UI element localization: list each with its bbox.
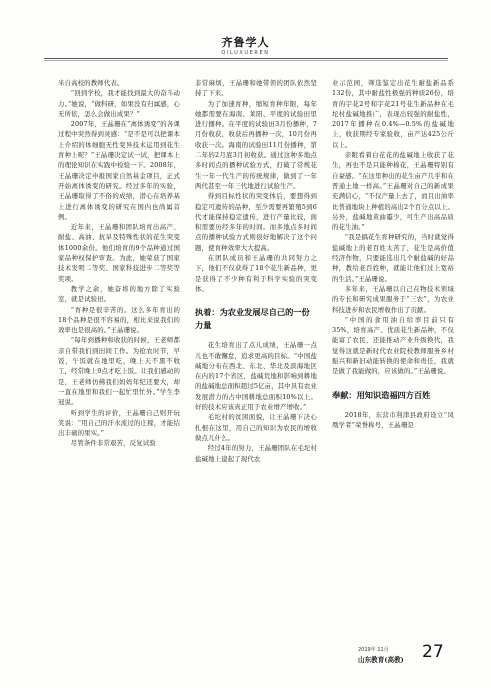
text-column-right [332, 78, 454, 430]
paragraph: 毛坨村的贫困面貌，让王晶珊下决心扎根在这里，用自己的知识为农民的增收做点儿什么。 [195, 413, 317, 442]
magazine-name: 山东教育(高教) [358, 656, 404, 664]
section-heading: 执着：为农业发展尽自己的一份力量 [195, 307, 310, 331]
paragraph: 教学之余，她奋将的地方除了实验室，就是试验田。 [58, 284, 180, 304]
section-heading: 奉献：用知识造福四方百姓 [332, 389, 431, 400]
header-divider-thin [44, 60, 448, 61]
text-column-middle [195, 78, 317, 464]
paragraph: 2018年，东营市利津县政府设立“凤凰学者”荣誉称号，王晶珊是 [332, 410, 454, 429]
column-subtitle: QILUXUEREN [221, 50, 270, 56]
paragraph: 亲眼看着白花花的盐碱地上收获了花生，再也不是只能种棉花，王晶珊特别有自豪感。“在这里种出的花生亩产几乎和在普通土地一样高。”王晶珊对自己的新成果充满信心，“不仅产量上去了，而且出油率比普通地块上种植的高出2个百分点以上。另外，盐碱地黄曲霉少，可生产出高品质的花生油。” [332, 151, 454, 232]
paragraph: “每年到播种和收获的时候，王老师都亲自带我们到田间工作。为抢农时节，早饭，午饭就在地里吃，晚上天不黑不收工，经常晚上9点才吃上饭。让我们感动的是，王老师仿佛我们妈妈年纪还要大，却一直在地里和我们一起忙里忙外。”学生李冠说。 [58, 336, 180, 407]
paragraph: 2007年，王晶珊在“离体诱变”的各课过程中突然得到灵感：“是不是可以把课本上介绍的体细胞无性变异技术运用到花生育种上呢？”王晶珊决定试一试，把课本上的理论知识在实践中检验一下。2008年，王晶珊决定申报国家自然基金项目，正式开始离体诱变的研究。经过多年的实验，王晶珊取得了不俗的成绩，潜心在培养基上进行离体诱变的研究在国内也尚属首例。 [58, 120, 180, 221]
paragraph: “育种是很辛苦的。这么多年育出的18个品种是很不容易的，相比来说我们的效率也是很高的。”王晶珊说。 [58, 305, 180, 335]
page-number: 27 [422, 642, 444, 662]
paragraph: 近年来，王晶珊和团队培育出高产、耐盐、高油、抗旱及特殊性状的花生突变体1000余份。他们培育的9个品种通过国家品种权保护审查。为此，她荣获了国家技术发明二等奖、国家科技进步二等奖等奖项。 [58, 223, 180, 283]
text-column-left [58, 78, 180, 449]
paragraph: 米自高校的教师代表。 [58, 79, 124, 87]
page-header [0, 0, 491, 72]
paragraph: 花生培育出了点儿成绩，王晶珊一点儿也不敢懈怠，追求更高的目标。“中国盐碱地分布在西北、东北、华北及滨海地区在内的17个省区，盐碱荒地和影响到耕地的盐碱地总面积超过5亿亩，其中具有农业发展潜力的占中国耕地总面积10%以上。好的技术应该真正用于农业增产增收。” [195, 341, 317, 412]
paragraph: 听到学生的评价，王晶珊自己则开玩笑说：“用自己的汗水流过的庄稼，才能结出丰硕的果实。” [58, 408, 180, 438]
paragraph: 得到目标性状的突变体后，要想得到稳定可遗传的品种，至少需要再繁殖5到6代才能保持稳定遗传，进行产量比较，面积需要历经多年的时间。而多地点多时间点的播种试验方式则很好地解决了这个问题，使育种效率大大提高。 [195, 192, 317, 252]
paragraph: “中国的食用油自给率目前只有35%，培育高产、优质花生新品种，不仅能富了农民，还能推动产业升级换代，我觉得这就是新时代农业院校教师服务乡村振兴和新旧动能转换的使命和责任，我就是做了我能做的，应该做的。”王晶珊说。 [332, 315, 454, 376]
paragraph: 为了加速育种，缩短育种年限，每年她都需要在海南、莱阳、平度的试验田里进行播种。在平度的试验田3月份播种，7月份收获，收获后再播种一次，10月份再收获一次。海南的试验田11月份播种，第二年的2月底3月初收获。通过这种多地点多时间点的播种试验方式，打破了常规花生一年一代生产的传统规律，做到了一年两代甚至一年三代地进行试验生产。 [195, 99, 317, 190]
paragraph: 在团队成员和王晶珊的共同努力之下，他们不仅获得了18个花生新品种，更是获得了不少种有利于科学实验的突变体。 [195, 254, 317, 293]
header-divider [44, 58, 448, 59]
paragraph: 非常麻烦，王晶珊和她带领的团队依然坚持了下来。 [195, 79, 317, 98]
paragraph: 尽管条件非常艰苦，反复试验 [70, 439, 156, 448]
issue-date: 2019年 11月 [358, 647, 389, 653]
paragraph: 业示范园，筛选鉴定出花生耐盐新品系132份，其中耐盐性极强的种质26份，培育的宇花2号和宇花21号花生新品种在毛坨村盐碱地推广，表现出较强的耐盐性，2017年播种在0.4%—0.5%的盐碱地上，收获期经专家验收，亩产达425公斤以上。 [332, 79, 454, 149]
column-title: 齐鲁学人 [221, 36, 270, 49]
paragraph: “我是搞花生育种研究的，当时就觉得盐碱地上的老百姓太苦了，花生是高价值经济作物，只要能选出几个耐盐碱的好品种，教给老百姓种，就能让他们过上宽裕的生活。”王晶珊说。 [332, 233, 454, 283]
paragraph: 多年来，王晶珊以自己在物技术领域的专长和研究成果服务于“三农”，为农业科技进步和农民增收作出了贡献。 [332, 284, 454, 314]
paragraph: “回到学校，我才能找到最大的奋斗动力。”她说，“做科研，如果没有归属感，心无所依，怎么会做出成果？” [58, 89, 180, 118]
paragraph: 经过4年的努力，王晶珊团队在毛坨村盐碱地上建起了现代农 [195, 444, 317, 463]
